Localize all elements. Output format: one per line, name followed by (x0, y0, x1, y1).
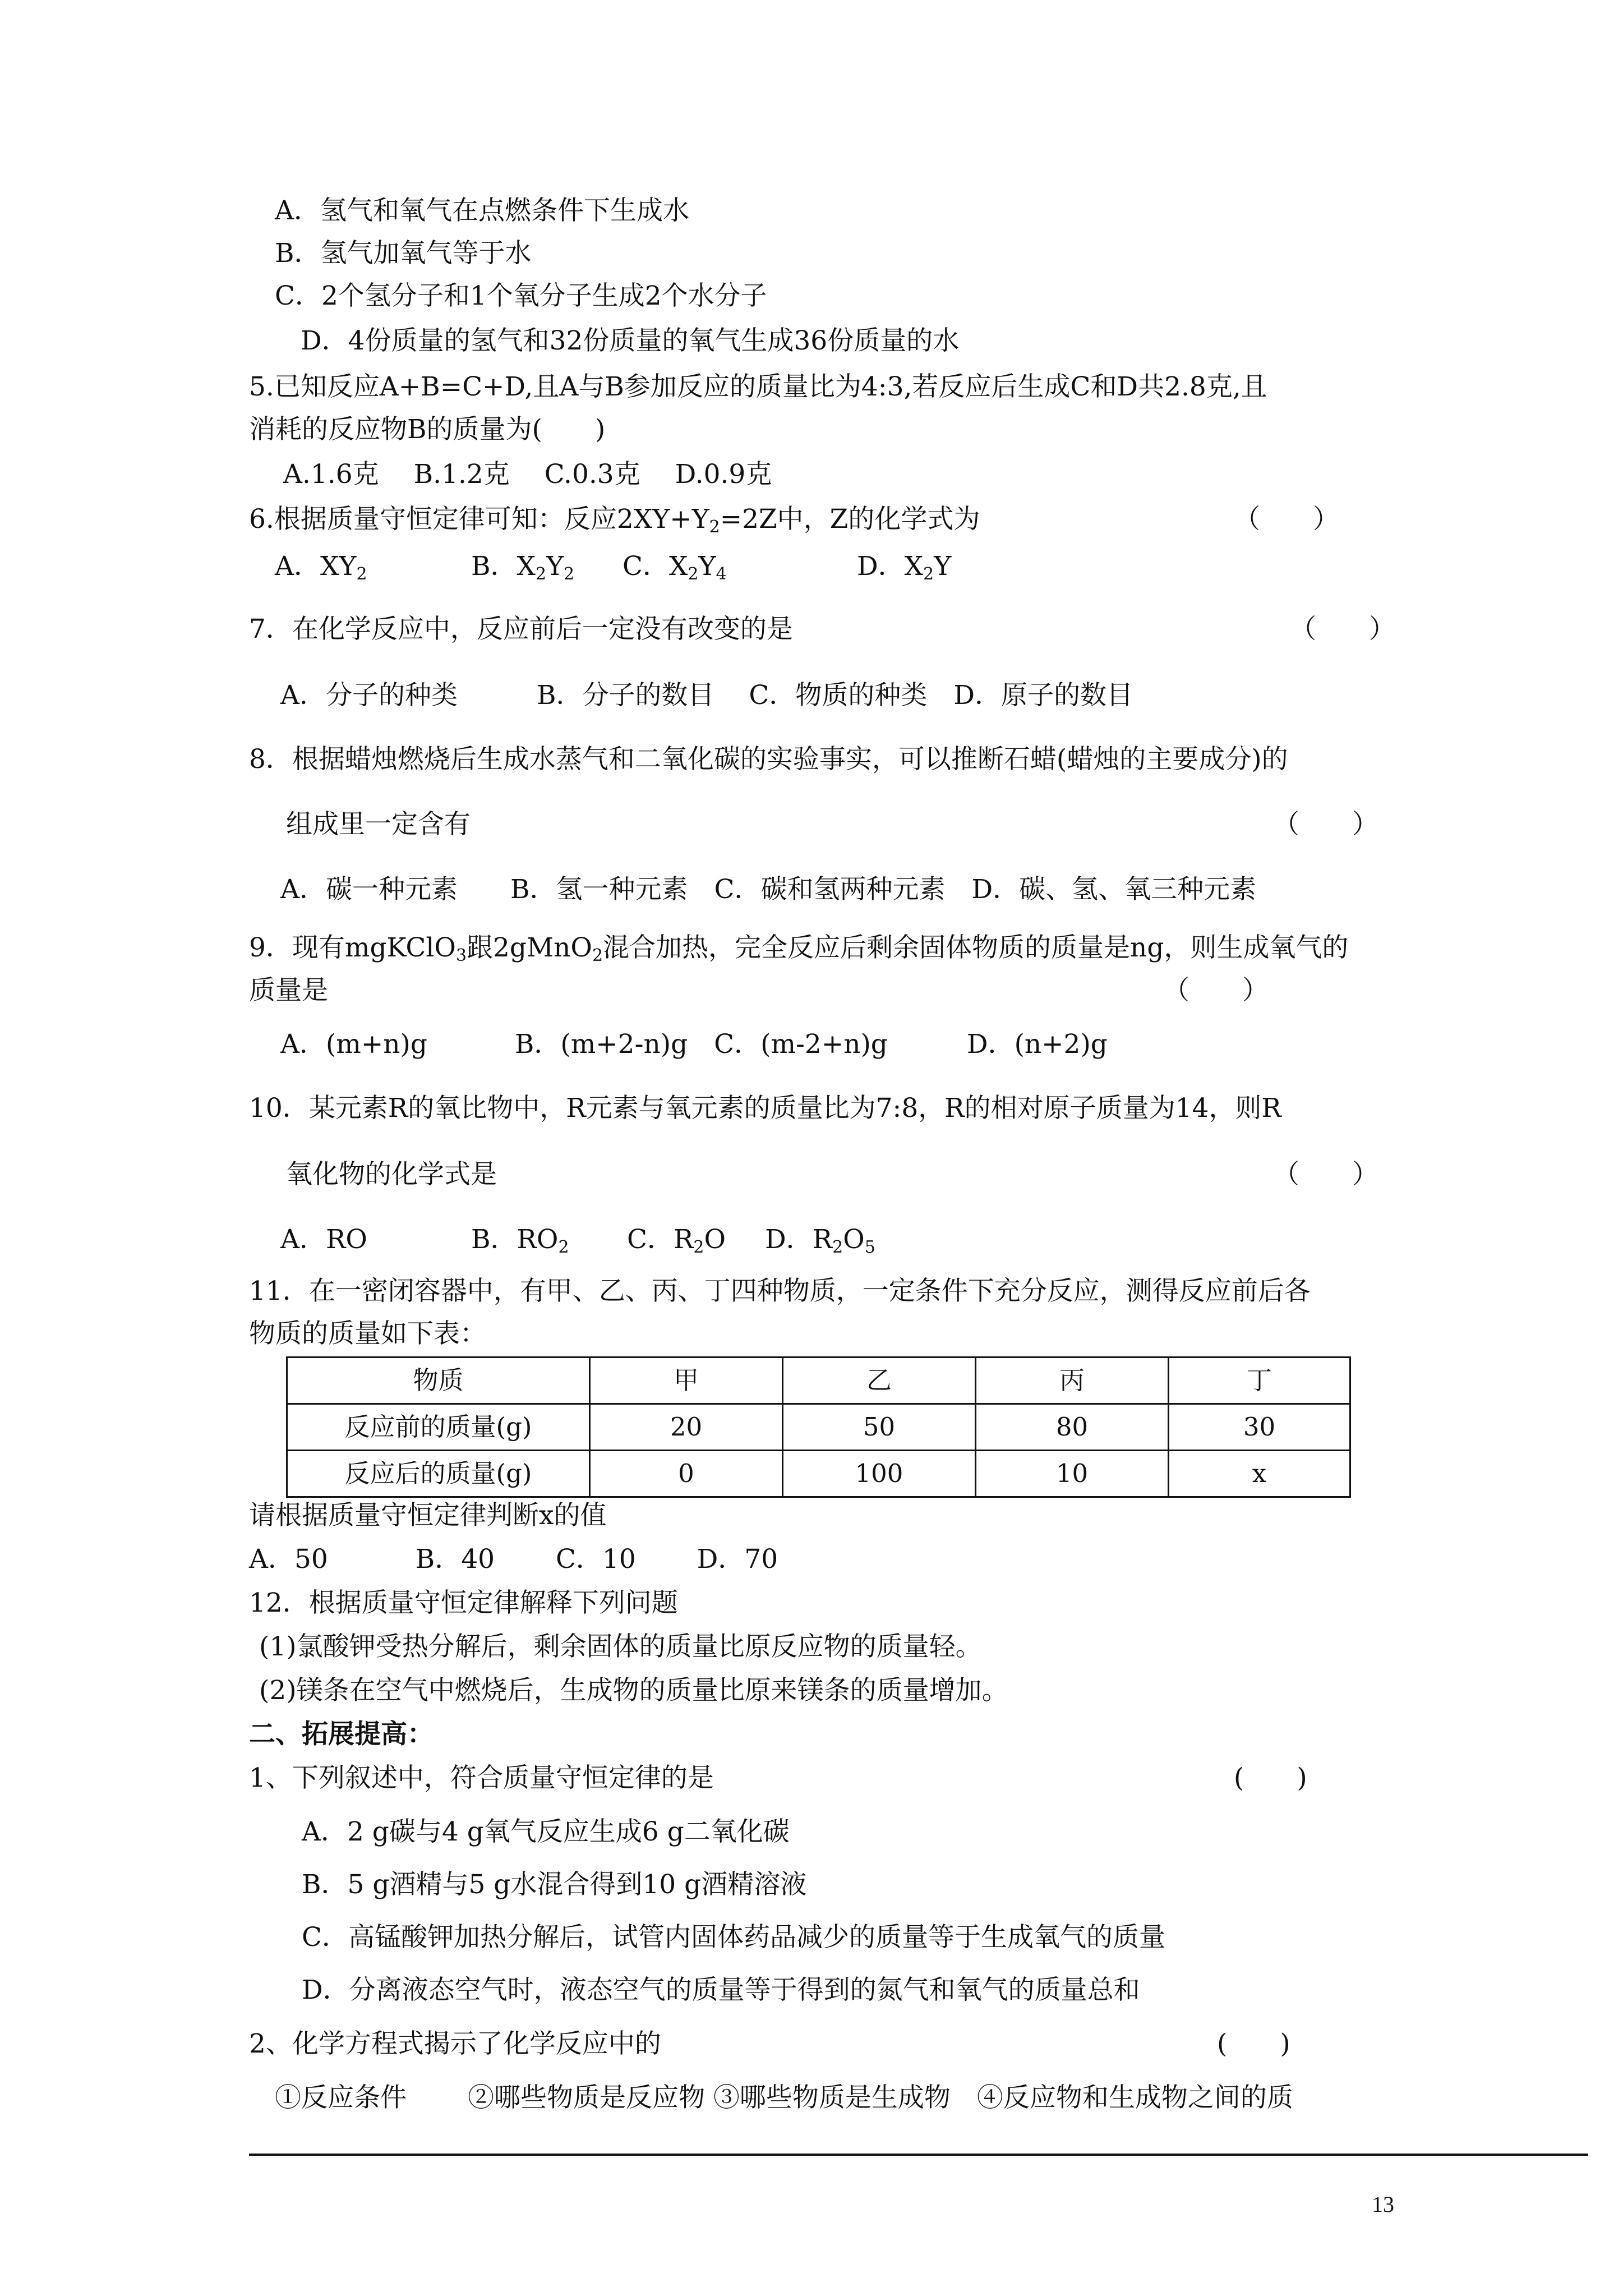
q10-option-d: D．$R_2O_5$ (765, 1224, 875, 1257)
s2-q1-answer-paren: ( ) (1234, 1763, 1307, 1793)
table-cell: 反应后的质量(g) (287, 1451, 590, 1497)
table-cell: 100 (783, 1451, 976, 1497)
q10-option-c: C．$R_2O$ (627, 1224, 726, 1257)
table-header-row (287, 1358, 1350, 1404)
q6-option-c: C．$X_2Y_4$ (623, 551, 727, 584)
table-cell: 30 (1169, 1404, 1350, 1451)
q6-stem-text: 6.根据质量守恒定律可知：反应$2XY+Y_2=2Z$中，Z的化学式为 (249, 504, 980, 537)
q9-answer-paren: （ ） (1163, 975, 1269, 1006)
q6-option-b: B．$X_2Y_2$ (471, 551, 575, 584)
q8-answer-paren: （ ） (1273, 809, 1378, 840)
table-header-cell: 丙 (976, 1358, 1169, 1404)
q6-option-d: D．$X_2Y$ (857, 551, 952, 584)
footer-rule (249, 2154, 1588, 2156)
table-header-cell: 乙 (783, 1358, 976, 1404)
table-header-cell: 丁 (1169, 1358, 1350, 1404)
q10-option-b: B．$RO_2$ (471, 1224, 569, 1257)
table-cell: 反应前的质量(g) (287, 1404, 590, 1451)
q10-answer-paren: （ ） (1273, 1159, 1378, 1190)
table-cell: 50 (783, 1404, 976, 1451)
table-cell: 10 (976, 1451, 1169, 1497)
table-cell: 20 (590, 1404, 783, 1451)
page-number: 13 (1372, 2192, 1394, 2217)
table-header-cell: 甲 (590, 1358, 783, 1404)
q10-option-a: A．RO (280, 1224, 367, 1255)
mass-table (286, 1356, 1351, 1498)
table-cell: 80 (976, 1404, 1169, 1451)
s2-q2-answer-paren: ( ) (1217, 2028, 1290, 2059)
table-row (287, 1451, 1350, 1497)
table-header-cell: 物质 (287, 1358, 590, 1404)
q6-answer-paren: （ ） (1234, 504, 1339, 535)
table-cell: 0 (590, 1451, 783, 1497)
table-cell: x (1169, 1451, 1350, 1497)
q6-option-a: A．$XY_2$ (275, 551, 367, 584)
table-row (287, 1404, 1350, 1451)
q7-answer-paren: （ ） (1290, 614, 1395, 645)
